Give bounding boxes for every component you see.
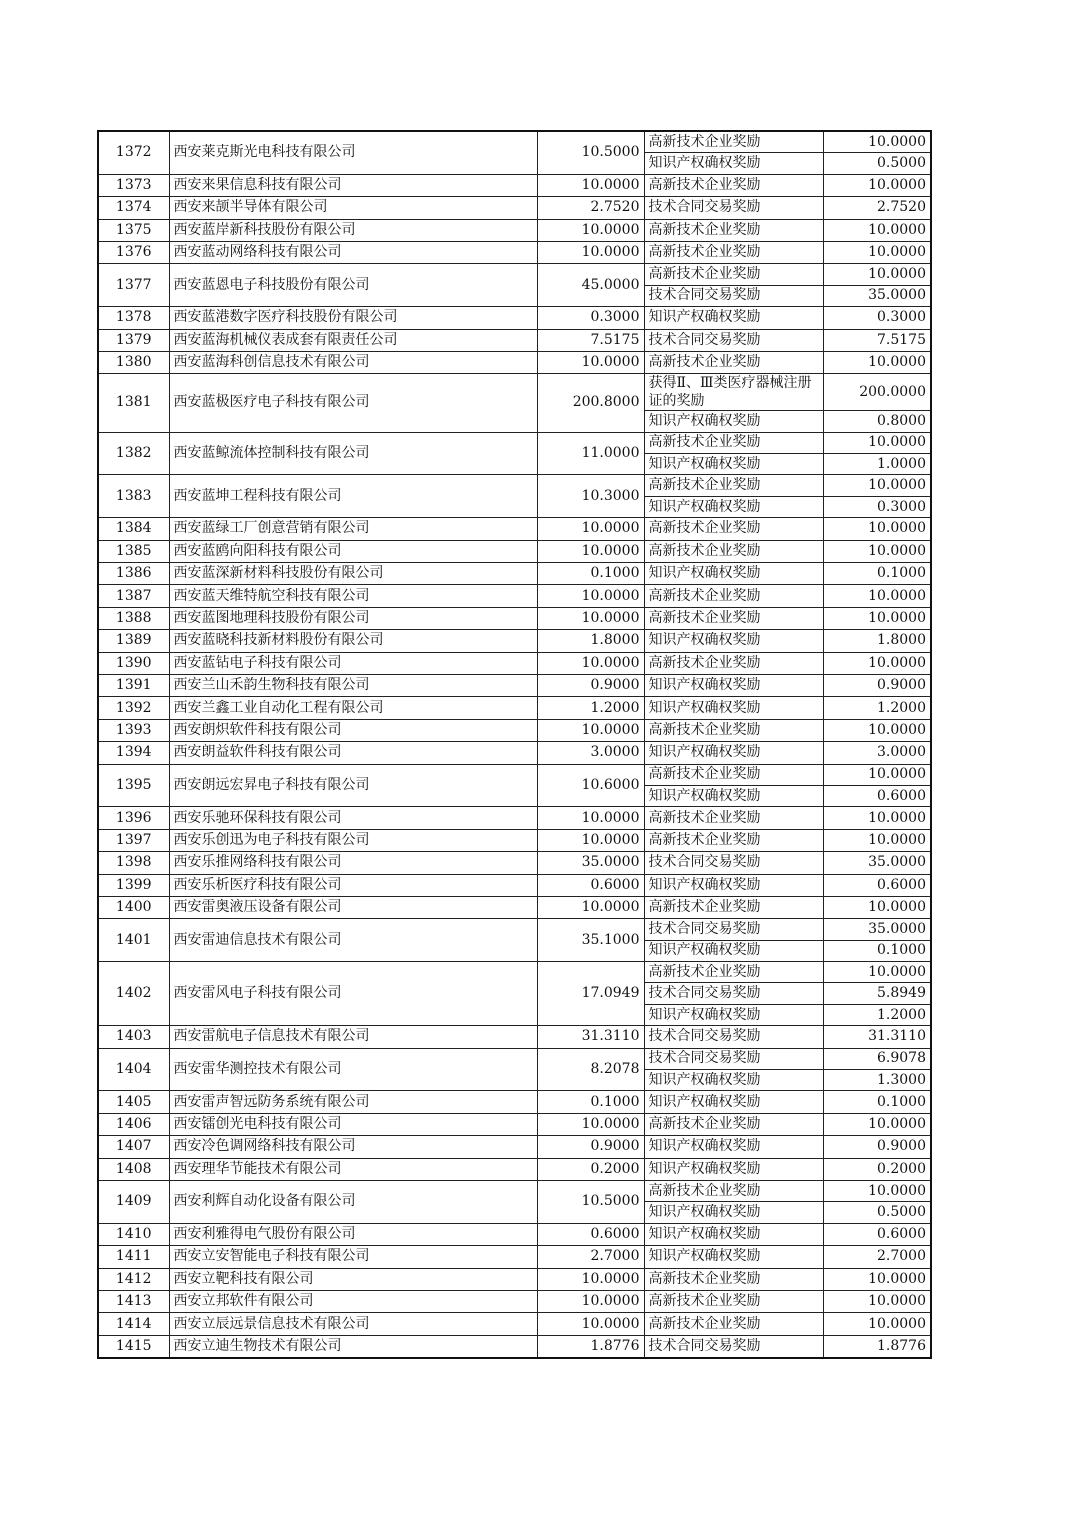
award-amount-cell: 0.5000	[823, 1202, 931, 1223]
table-row	[98, 1268, 931, 1290]
seq-cell: 1372	[98, 131, 169, 174]
table-row	[98, 1223, 931, 1245]
company-cell: 西安雷华测控技术有限公司	[169, 1048, 537, 1091]
seq-cell: 1385	[98, 540, 169, 562]
total-amount-cell: 10.5000	[537, 131, 644, 174]
award-amount-cell: 35.0000	[823, 285, 931, 306]
company-cell: 西安兰山禾韵生物科技有限公司	[169, 674, 537, 696]
award-amount-cell: 10.0000	[823, 432, 931, 453]
seq-cell: 1391	[98, 674, 169, 696]
total-amount-cell: 10.0000	[537, 518, 644, 540]
award-type-cell: 高新技术企业奖励	[644, 829, 823, 851]
award-amount-cell: 0.3000	[823, 496, 931, 517]
seq-cell: 1401	[98, 919, 169, 962]
award-type-cell: 知识产权确权奖励	[644, 563, 823, 585]
total-amount-cell: 0.1000	[537, 563, 644, 585]
award-amount-cell: 6.9078	[823, 1048, 931, 1069]
award-type-cell: 高新技术企业奖励	[644, 764, 823, 785]
award-type-cell: 知识产权确权奖励	[644, 1223, 823, 1245]
company-cell: 西安蓝鸥向阳科技有限公司	[169, 540, 537, 562]
table-row	[98, 329, 931, 351]
award-amount-cell: 10.0000	[823, 241, 931, 263]
table-row	[98, 1136, 931, 1158]
award-type-cell: 技术合同交易奖励	[644, 1048, 823, 1069]
total-amount-cell: 0.9000	[537, 674, 644, 696]
seq-cell: 1394	[98, 742, 169, 764]
award-type-cell: 知识产权确权奖励	[644, 1158, 823, 1180]
seq-cell: 1403	[98, 1026, 169, 1048]
seq-cell: 1402	[98, 962, 169, 1026]
award-amount-cell: 10.0000	[823, 807, 931, 829]
award-type-cell: 知识产权确权奖励	[644, 940, 823, 961]
award-type-cell: 高新技术企业奖励	[644, 807, 823, 829]
table-row	[98, 563, 931, 585]
award-type-cell: 高新技术企业奖励	[644, 652, 823, 674]
award-type-cell: 高新技术企业奖励	[644, 475, 823, 496]
company-cell: 西安利雅得电气股份有限公司	[169, 1223, 537, 1245]
award-type-cell: 知识产权确权奖励	[644, 307, 823, 329]
seq-cell: 1386	[98, 563, 169, 585]
seq-cell: 1374	[98, 197, 169, 219]
award-amount-cell: 10.0000	[823, 264, 931, 285]
award-type-cell: 高新技术企业奖励	[644, 1268, 823, 1290]
award-type-cell: 高新技术企业奖励	[644, 1113, 823, 1135]
seq-cell: 1389	[98, 630, 169, 652]
total-amount-cell: 10.0000	[537, 652, 644, 674]
company-cell: 西安乐推网络科技有限公司	[169, 852, 537, 874]
award-table	[97, 130, 932, 1359]
seq-cell: 1397	[98, 829, 169, 851]
table-row	[98, 697, 931, 719]
company-cell: 西安来颉半导体有限公司	[169, 197, 537, 219]
award-amount-cell: 1.8776	[823, 1335, 931, 1358]
award-type-cell: 知识产权确权奖励	[644, 411, 823, 432]
table-row	[98, 1048, 931, 1069]
company-cell: 西安蓝钻电子科技有限公司	[169, 652, 537, 674]
seq-cell: 1387	[98, 585, 169, 607]
total-amount-cell: 200.8000	[537, 374, 644, 432]
award-amount-cell: 31.3110	[823, 1026, 931, 1048]
seq-cell: 1408	[98, 1158, 169, 1180]
award-type-cell: 知识产权确权奖励	[644, 674, 823, 696]
total-amount-cell: 10.0000	[537, 219, 644, 241]
total-amount-cell: 17.0949	[537, 962, 644, 1026]
table-row	[98, 432, 931, 453]
table-row	[98, 307, 931, 329]
award-amount-cell: 10.0000	[823, 585, 931, 607]
award-amount-cell: 0.3000	[823, 307, 931, 329]
table-row	[98, 1180, 931, 1201]
award-type-cell: 高新技术企业奖励	[644, 607, 823, 629]
award-amount-cell: 0.1000	[823, 1091, 931, 1113]
seq-cell: 1377	[98, 264, 169, 307]
total-amount-cell: 10.0000	[537, 174, 644, 196]
award-type-cell: 技术合同交易奖励	[644, 285, 823, 306]
award-type-cell: 高新技术企业奖励	[644, 962, 823, 983]
award-amount-cell: 0.1000	[823, 940, 931, 961]
company-cell: 西安理华节能技术有限公司	[169, 1158, 537, 1180]
table-row	[98, 630, 931, 652]
seq-cell: 1382	[98, 432, 169, 475]
award-type-cell: 高新技术企业奖励	[644, 131, 823, 153]
seq-cell: 1376	[98, 241, 169, 263]
total-amount-cell: 10.0000	[537, 241, 644, 263]
award-amount-cell: 0.9000	[823, 1136, 931, 1158]
table-row	[98, 607, 931, 629]
total-amount-cell: 35.1000	[537, 919, 644, 962]
award-amount-cell: 35.0000	[823, 919, 931, 940]
award-amount-cell: 2.7000	[823, 1246, 931, 1268]
table-row	[98, 829, 931, 851]
total-amount-cell: 10.0000	[537, 1313, 644, 1335]
award-type-cell: 高新技术企业奖励	[644, 540, 823, 562]
seq-cell: 1410	[98, 1223, 169, 1245]
seq-cell: 1400	[98, 896, 169, 918]
total-amount-cell: 0.1000	[537, 1091, 644, 1113]
award-amount-cell: 2.7520	[823, 197, 931, 219]
table-row	[98, 1158, 931, 1180]
award-amount-cell: 1.2000	[823, 1004, 931, 1025]
seq-cell: 1373	[98, 174, 169, 196]
total-amount-cell: 10.0000	[537, 540, 644, 562]
total-amount-cell: 35.0000	[537, 852, 644, 874]
table-row	[98, 674, 931, 696]
award-amount-cell: 10.0000	[823, 1290, 931, 1312]
award-amount-cell: 1.2000	[823, 697, 931, 719]
company-cell: 西安乐析医疗科技有限公司	[169, 874, 537, 896]
award-amount-cell: 10.0000	[823, 518, 931, 540]
total-amount-cell: 0.6000	[537, 874, 644, 896]
company-cell: 西安蓝天维特航空科技有限公司	[169, 585, 537, 607]
total-amount-cell: 10.0000	[537, 1290, 644, 1312]
award-type-cell: 高新技术企业奖励	[644, 174, 823, 196]
award-amount-cell: 1.0000	[823, 454, 931, 475]
company-cell: 西安雷航电子信息技术有限公司	[169, 1026, 537, 1048]
award-amount-cell: 0.8000	[823, 411, 931, 432]
award-amount-cell: 35.0000	[823, 852, 931, 874]
total-amount-cell: 2.7000	[537, 1246, 644, 1268]
company-cell: 西安蓝图地理科技股份有限公司	[169, 607, 537, 629]
seq-cell: 1412	[98, 1268, 169, 1290]
table-row	[98, 764, 931, 785]
table-row	[98, 174, 931, 196]
total-amount-cell: 10.0000	[537, 607, 644, 629]
award-amount-cell: 10.0000	[823, 764, 931, 785]
award-amount-cell: 10.0000	[823, 174, 931, 196]
award-amount-cell: 10.0000	[823, 652, 931, 674]
company-cell: 西安镭创光电科技有限公司	[169, 1113, 537, 1135]
award-amount-cell: 0.9000	[823, 674, 931, 696]
seq-cell: 1384	[98, 518, 169, 540]
company-cell: 西安蓝港数字医疗科技股份有限公司	[169, 307, 537, 329]
table-row	[98, 197, 931, 219]
table-row	[98, 719, 931, 741]
table-row	[98, 540, 931, 562]
total-amount-cell: 10.5000	[537, 1180, 644, 1223]
seq-cell: 1413	[98, 1290, 169, 1312]
total-amount-cell: 1.8776	[537, 1335, 644, 1358]
award-type-cell: 技术合同交易奖励	[644, 1335, 823, 1358]
award-amount-cell: 10.0000	[823, 1313, 931, 1335]
award-amount-cell: 7.5175	[823, 329, 931, 351]
award-type-cell: 高新技术企业奖励	[644, 518, 823, 540]
table-row	[98, 1335, 931, 1358]
total-amount-cell: 10.0000	[537, 1113, 644, 1135]
table-row	[98, 919, 931, 940]
company-cell: 西安蓝极医疗电子科技有限公司	[169, 374, 537, 432]
total-amount-cell: 10.0000	[537, 807, 644, 829]
total-amount-cell: 10.0000	[537, 719, 644, 741]
award-type-cell: 知识产权确权奖励	[644, 874, 823, 896]
total-amount-cell: 10.3000	[537, 475, 644, 518]
seq-cell: 1411	[98, 1246, 169, 1268]
seq-cell: 1414	[98, 1313, 169, 1335]
award-type-cell: 知识产权确权奖励	[644, 1202, 823, 1223]
award-type-cell: 知识产权确权奖励	[644, 496, 823, 517]
award-amount-cell: 10.0000	[823, 829, 931, 851]
award-type-cell: 高新技术企业奖励	[644, 351, 823, 373]
company-cell: 西安来果信息科技有限公司	[169, 174, 537, 196]
award-amount-cell: 0.6000	[823, 874, 931, 896]
table-row	[98, 1313, 931, 1335]
seq-cell: 1392	[98, 697, 169, 719]
company-cell: 西安立辰远景信息技术有限公司	[169, 1313, 537, 1335]
seq-cell: 1409	[98, 1180, 169, 1223]
company-cell: 西安立靶科技有限公司	[169, 1268, 537, 1290]
company-cell: 西安蓝晓科技新材料股份有限公司	[169, 630, 537, 652]
award-amount-cell: 3.0000	[823, 742, 931, 764]
total-amount-cell: 10.0000	[537, 896, 644, 918]
award-amount-cell: 200.0000	[823, 374, 931, 411]
company-cell: 西安冷色调网络科技有限公司	[169, 1136, 537, 1158]
company-cell: 西安乐创迅为电子科技有限公司	[169, 829, 537, 851]
total-amount-cell: 7.5175	[537, 329, 644, 351]
award-amount-cell: 0.6000	[823, 785, 931, 806]
seq-cell: 1390	[98, 652, 169, 674]
seq-cell: 1405	[98, 1091, 169, 1113]
award-type-cell: 知识产权确权奖励	[644, 742, 823, 764]
table-row	[98, 874, 931, 896]
table-row	[98, 1091, 931, 1113]
company-cell: 西安立邦软件有限公司	[169, 1290, 537, 1312]
seq-cell: 1404	[98, 1048, 169, 1091]
table-row	[98, 962, 931, 983]
company-cell: 西安莱克斯光电科技有限公司	[169, 131, 537, 174]
seq-cell: 1388	[98, 607, 169, 629]
company-cell: 西安利辉自动化设备有限公司	[169, 1180, 537, 1223]
award-type-cell: 技术合同交易奖励	[644, 983, 823, 1004]
company-cell: 西安朗益软件科技有限公司	[169, 742, 537, 764]
award-amount-cell: 0.2000	[823, 1158, 931, 1180]
table-row	[98, 351, 931, 373]
total-amount-cell: 1.8000	[537, 630, 644, 652]
table-row	[98, 807, 931, 829]
total-amount-cell: 10.0000	[537, 829, 644, 851]
award-type-cell: 高新技术企业奖励	[644, 264, 823, 285]
award-type-cell: 知识产权确权奖励	[644, 1070, 823, 1091]
award-type-cell: 技术合同交易奖励	[644, 852, 823, 874]
company-cell: 西安蓝动网络科技有限公司	[169, 241, 537, 263]
table-row	[98, 374, 931, 411]
total-amount-cell: 45.0000	[537, 264, 644, 307]
award-amount-cell: 10.0000	[823, 475, 931, 496]
company-cell: 西安雷迪信息技术有限公司	[169, 919, 537, 962]
table-row	[98, 518, 931, 540]
company-cell: 西安蓝海科创信息技术有限公司	[169, 351, 537, 373]
award-type-cell: 知识产权确权奖励	[644, 1004, 823, 1025]
award-amount-cell: 10.0000	[823, 1113, 931, 1135]
award-amount-cell: 1.8000	[823, 630, 931, 652]
total-amount-cell: 10.0000	[537, 585, 644, 607]
award-type-cell: 技术合同交易奖励	[644, 329, 823, 351]
award-type-cell: 知识产权确权奖励	[644, 454, 823, 475]
seq-cell: 1406	[98, 1113, 169, 1135]
company-cell: 西安立迪生物技术有限公司	[169, 1335, 537, 1358]
total-amount-cell: 11.0000	[537, 432, 644, 475]
award-amount-cell: 0.6000	[823, 1223, 931, 1245]
company-cell: 西安蓝深新材料科技股份有限公司	[169, 563, 537, 585]
award-amount-cell: 0.5000	[823, 153, 931, 174]
award-type-cell: 高新技术企业奖励	[644, 1313, 823, 1335]
company-cell: 西安蓝恩电子科技股份有限公司	[169, 264, 537, 307]
seq-cell: 1375	[98, 219, 169, 241]
award-type-cell: 技术合同交易奖励	[644, 197, 823, 219]
award-table-body	[98, 131, 931, 1358]
award-type-cell: 高新技术企业奖励	[644, 1290, 823, 1312]
total-amount-cell: 0.9000	[537, 1136, 644, 1158]
award-type-cell: 高新技术企业奖励	[644, 219, 823, 241]
total-amount-cell: 10.6000	[537, 764, 644, 807]
company-cell: 西安雷奥液压设备有限公司	[169, 896, 537, 918]
seq-cell: 1393	[98, 719, 169, 741]
award-type-cell: 高新技术企业奖励	[644, 1180, 823, 1201]
award-type-cell: 知识产权确权奖励	[644, 785, 823, 806]
seq-cell: 1395	[98, 764, 169, 807]
table-row	[98, 585, 931, 607]
company-cell: 西安蓝海机械仪表成套有限责任公司	[169, 329, 537, 351]
award-type-cell: 知识产权确权奖励	[644, 697, 823, 719]
table-row	[98, 652, 931, 674]
award-type-cell: 知识产权确权奖励	[644, 153, 823, 174]
award-type-cell: 知识产权确权奖励	[644, 630, 823, 652]
company-cell: 西安蓝绿工厂创意营销有限公司	[169, 518, 537, 540]
total-amount-cell: 8.2078	[537, 1048, 644, 1091]
seq-cell: 1415	[98, 1335, 169, 1358]
table-row	[98, 131, 931, 153]
seq-cell: 1379	[98, 329, 169, 351]
seq-cell: 1396	[98, 807, 169, 829]
seq-cell: 1380	[98, 351, 169, 373]
award-amount-cell: 10.0000	[823, 1268, 931, 1290]
company-cell: 西安蓝岸新科技股份有限公司	[169, 219, 537, 241]
total-amount-cell: 0.3000	[537, 307, 644, 329]
table-row	[98, 1026, 931, 1048]
total-amount-cell: 3.0000	[537, 742, 644, 764]
seq-cell: 1398	[98, 852, 169, 874]
table-row	[98, 742, 931, 764]
total-amount-cell: 2.7520	[537, 197, 644, 219]
total-amount-cell: 0.2000	[537, 1158, 644, 1180]
company-cell: 西安兰鑫工业自动化工程有限公司	[169, 697, 537, 719]
award-type-cell: 高新技术企业奖励	[644, 432, 823, 453]
total-amount-cell: 10.0000	[537, 1268, 644, 1290]
award-amount-cell: 10.0000	[823, 962, 931, 983]
award-type-cell: 技术合同交易奖励	[644, 919, 823, 940]
award-amount-cell: 10.0000	[823, 219, 931, 241]
table-row	[98, 1290, 931, 1312]
company-cell: 西安乐驰环保科技有限公司	[169, 807, 537, 829]
seq-cell: 1383	[98, 475, 169, 518]
company-cell: 西安朗炽软件科技有限公司	[169, 719, 537, 741]
table-row	[98, 1246, 931, 1268]
total-amount-cell: 31.3110	[537, 1026, 644, 1048]
award-type-cell: 知识产权确权奖励	[644, 1091, 823, 1113]
award-type-cell: 技术合同交易奖励	[644, 1026, 823, 1048]
award-amount-cell: 0.1000	[823, 563, 931, 585]
award-amount-cell: 10.0000	[823, 1180, 931, 1201]
award-type-cell: 知识产权确权奖励	[644, 1246, 823, 1268]
table-row	[98, 475, 931, 496]
table-row	[98, 219, 931, 241]
award-type-cell: 高新技术企业奖励	[644, 585, 823, 607]
company-cell: 西安蓝坤工程科技有限公司	[169, 475, 537, 518]
award-amount-cell: 5.8949	[823, 983, 931, 1004]
table-row	[98, 852, 931, 874]
award-type-cell: 获得Ⅱ、Ⅲ类医疗器械注册证的奖励	[644, 374, 823, 411]
table-row	[98, 264, 931, 285]
award-type-cell: 高新技术企业奖励	[644, 896, 823, 918]
total-amount-cell: 10.0000	[537, 351, 644, 373]
seq-cell: 1378	[98, 307, 169, 329]
seq-cell: 1381	[98, 374, 169, 432]
seq-cell: 1407	[98, 1136, 169, 1158]
company-cell: 西安蓝鲸流体控制科技有限公司	[169, 432, 537, 475]
table-row	[98, 1113, 931, 1135]
company-cell: 西安雷风电子科技有限公司	[169, 962, 537, 1026]
total-amount-cell: 1.2000	[537, 697, 644, 719]
award-amount-cell: 10.0000	[823, 607, 931, 629]
seq-cell: 1399	[98, 874, 169, 896]
total-amount-cell: 0.6000	[537, 1223, 644, 1245]
award-type-cell: 知识产权确权奖励	[644, 1136, 823, 1158]
award-amount-cell: 10.0000	[823, 896, 931, 918]
award-amount-cell: 10.0000	[823, 719, 931, 741]
company-cell: 西安朗远宏昇电子科技有限公司	[169, 764, 537, 807]
award-amount-cell: 1.3000	[823, 1070, 931, 1091]
award-amount-cell: 10.0000	[823, 540, 931, 562]
company-cell: 西安雷声智远防务系统有限公司	[169, 1091, 537, 1113]
award-type-cell: 高新技术企业奖励	[644, 241, 823, 263]
company-cell: 西安立安智能电子科技有限公司	[169, 1246, 537, 1268]
award-amount-cell: 10.0000	[823, 351, 931, 373]
table-row	[98, 896, 931, 918]
table-row	[98, 241, 931, 263]
award-amount-cell: 10.0000	[823, 131, 931, 153]
award-type-cell: 高新技术企业奖励	[644, 719, 823, 741]
